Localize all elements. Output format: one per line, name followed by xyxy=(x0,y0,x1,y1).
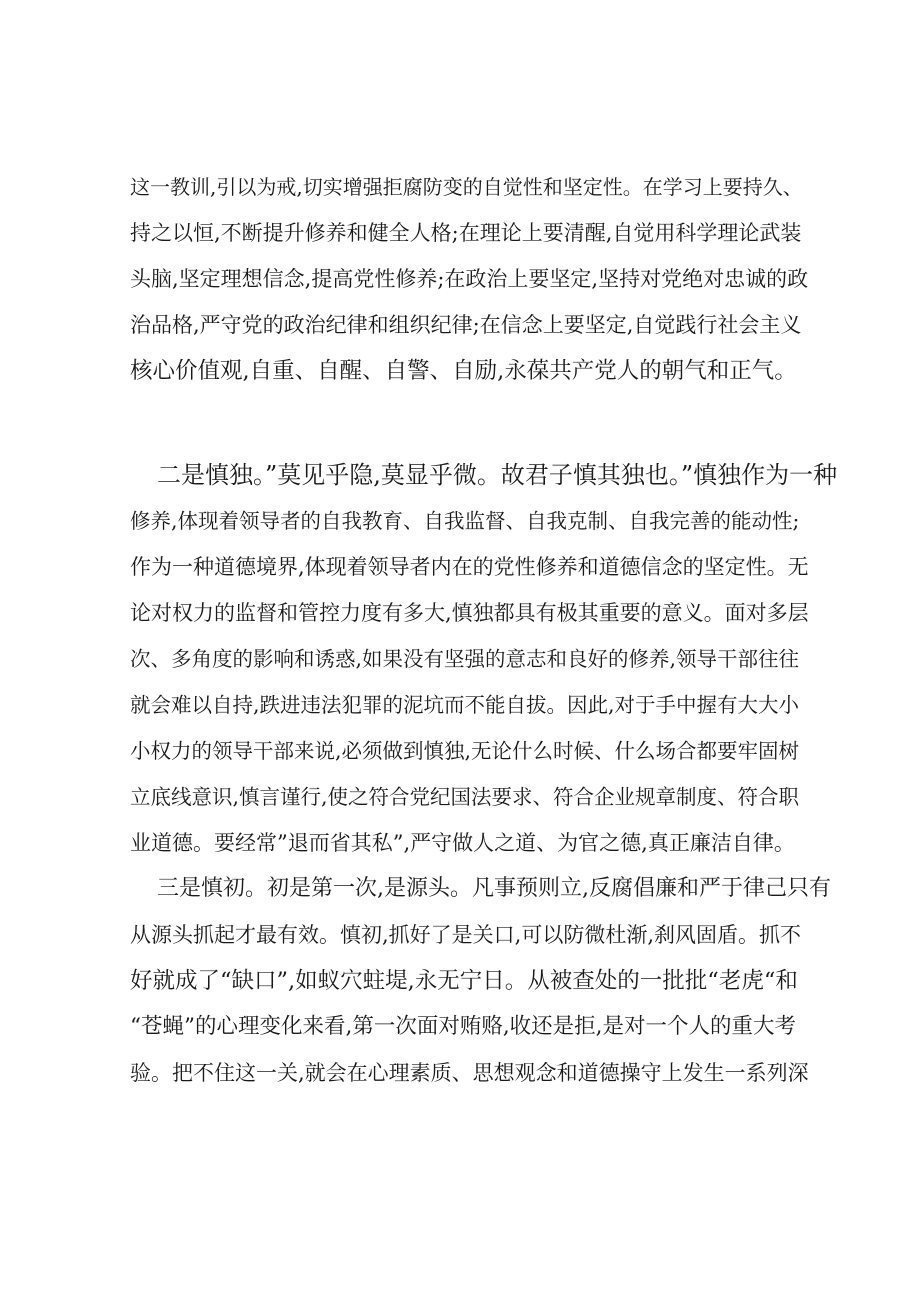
text-line: 持之以恒,不断提升修养和健全人格;在理论上要清醒,自觉用科学理论武装 xyxy=(130,221,802,245)
text-line: 作为一种道德境界,体现着领导者内在的党性修养和道德信念的坚定性。无 xyxy=(130,555,809,579)
text-line: 就会难以自持,跌进违法犯罪的泥坑而不能自拔。因此,对于手中握有大大小 xyxy=(130,693,800,717)
text-line: 二是慎独。”莫见乎隐,莫显乎微。故君子慎其独也。”慎独作为一种 xyxy=(157,461,838,489)
text-line: 修养,体现着领导者的自我教育、自我监督、自我克制、自我完善的能动性; xyxy=(130,509,800,533)
text-line: 论对权力的监督和管控力度有多大,慎独都具有极其重要的意义。面对多层 xyxy=(130,601,809,625)
text-line: 头脑,坚定理想信念,提高党性修养;在政治上要坚定,坚持对党绝对忠诚的政 xyxy=(130,267,809,291)
text-line: 业道德。要经常”退而省其私”,严守做人之道、为官之德,真正廉洁自律。 xyxy=(130,831,795,855)
text-line: 治品格,严守党的政治纪律和组织纪律;在信念上要坚定,自觉践行社会主义 xyxy=(130,313,802,337)
text-line: 从源头抓起才最有效。慎初,抓好了是关口,可以防微杜渐,刹风固盾。抓不 xyxy=(130,923,802,947)
text-line: 小权力的领导干部来说,必须做到慎独,无论什么时候、什么场合都要牢固树 xyxy=(130,739,800,763)
text-line: 核心价值观,自重、自醒、自警、自励,永葆共产党人的朝气和正气。 xyxy=(130,358,797,384)
text-line: 立底线意识,慎言谨行,使之符合党纪国法要求、符合企业规章制度、符合职 xyxy=(130,785,800,809)
text-line: 好就成了“缺口”,如蚁穴蛀堤,永无宁日。从被查处的一批批“老虎“和 xyxy=(130,968,798,994)
text-line: 次、多角度的影响和诱惑,如果没有坚强的意志和良好的修养,领导干部往往 xyxy=(130,647,800,671)
text-line: 验。把不住这一关,就会在心理素质、思想观念和道德操守上发生一系列深 xyxy=(130,1061,809,1085)
text-line: “苍蝇”的心理变化来看,第一次面对贿赂,收还是拒,是对一个人的重大考 xyxy=(130,1014,796,1039)
text-line: 三是慎初。初是第一次,是源头。凡事预则立,反腐倡廉和严于律己只有 xyxy=(157,876,831,901)
text-line: 这一教训,引以为戒,切实增强拒腐防变的自觉性和坚定性。在学习上要持久、 xyxy=(130,175,803,199)
